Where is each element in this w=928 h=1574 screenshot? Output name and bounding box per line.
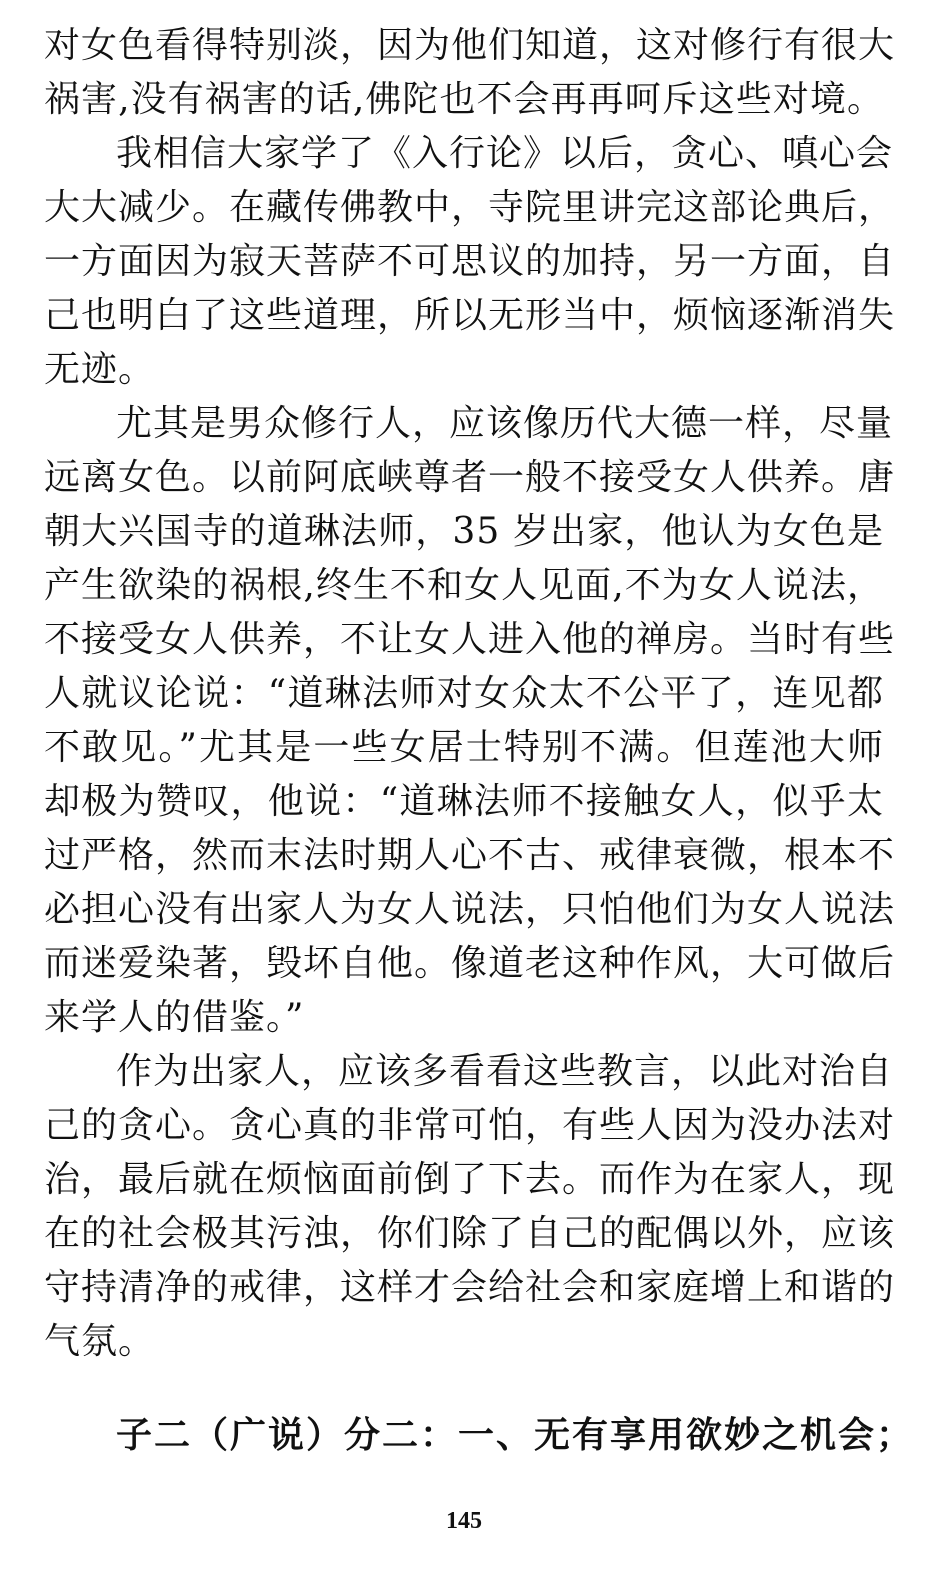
text-line: 而迷爱染著，毁坏自他。像道老这种作风，大可做后	[44, 943, 896, 984]
text-line: 治，最后就在烦恼面前倒了下去。而作为在家人，现	[44, 1159, 896, 1200]
text-line: 不接受女人供养，不让女人进入他的禅房。当时有些	[44, 619, 896, 660]
text-line: 产生欲染的祸根,终生不和女人见面,不为女人说法，	[44, 565, 884, 606]
text-line: 祸害,没有祸害的话,佛陀也不会再再呵斥这些对境。	[44, 79, 884, 120]
section-heading: 子二（广说）分二：一、无有享用欲妙之机会；	[116, 1415, 915, 1456]
text-line: 对女色看得特别淡，因为他们知道，这对修行有很大	[44, 25, 896, 66]
page-number: 145	[446, 1508, 482, 1534]
text-line: 尤其是男众修行人，应该像历代大德一样，尽量	[116, 403, 894, 444]
text-line: 却极为赞叹，他说：“道琳法师不接触女人，似乎太	[44, 781, 884, 822]
text-line: 不敢见。”尤其是一些女居士特别不满。但莲池大师	[44, 727, 884, 768]
text-line: 过严格，然而末法时期人心不古、戒律衰微，根本不	[44, 835, 896, 876]
text-line: 来学人的借鉴。”	[44, 997, 305, 1038]
text-line: 气氛。	[44, 1321, 156, 1362]
text-line: 我相信大家学了《入行论》以后，贪心、嗔心会	[116, 133, 894, 174]
text-line: 远离女色。以前阿底峡尊者一般不接受女人供养。唐	[44, 457, 896, 498]
text-line: 朝大兴国寺的道琳法师，35 岁出家，他认为女色是	[44, 511, 884, 552]
text-line: 无迹。	[44, 349, 156, 390]
text-line: 作为出家人，应该多看看这些教言，以此对治自	[116, 1051, 894, 1092]
text-line: 一方面因为寂天菩萨不可思议的加持，另一方面，自	[44, 241, 896, 282]
text-line: 己的贪心。贪心真的非常可怕，有些人因为没办法对	[44, 1105, 896, 1146]
text-line: 己也明白了这些道理，所以无形当中，烦恼逐渐消失	[44, 295, 896, 336]
text-line: 人就议论说：“道琳法师对女众太不公平了，连见都	[44, 673, 884, 714]
text-line: 大大减少。在藏传佛教中，寺院里讲完这部论典后，	[44, 187, 896, 228]
text-line: 在的社会极其污浊，你们除了自己的配偶以外，应该	[44, 1213, 896, 1254]
text-line: 必担心没有出家人为女人说法，只怕他们为女人说法	[44, 889, 896, 930]
text-line: 守持清净的戒律，这样才会给社会和家庭增上和谐的	[44, 1267, 896, 1308]
